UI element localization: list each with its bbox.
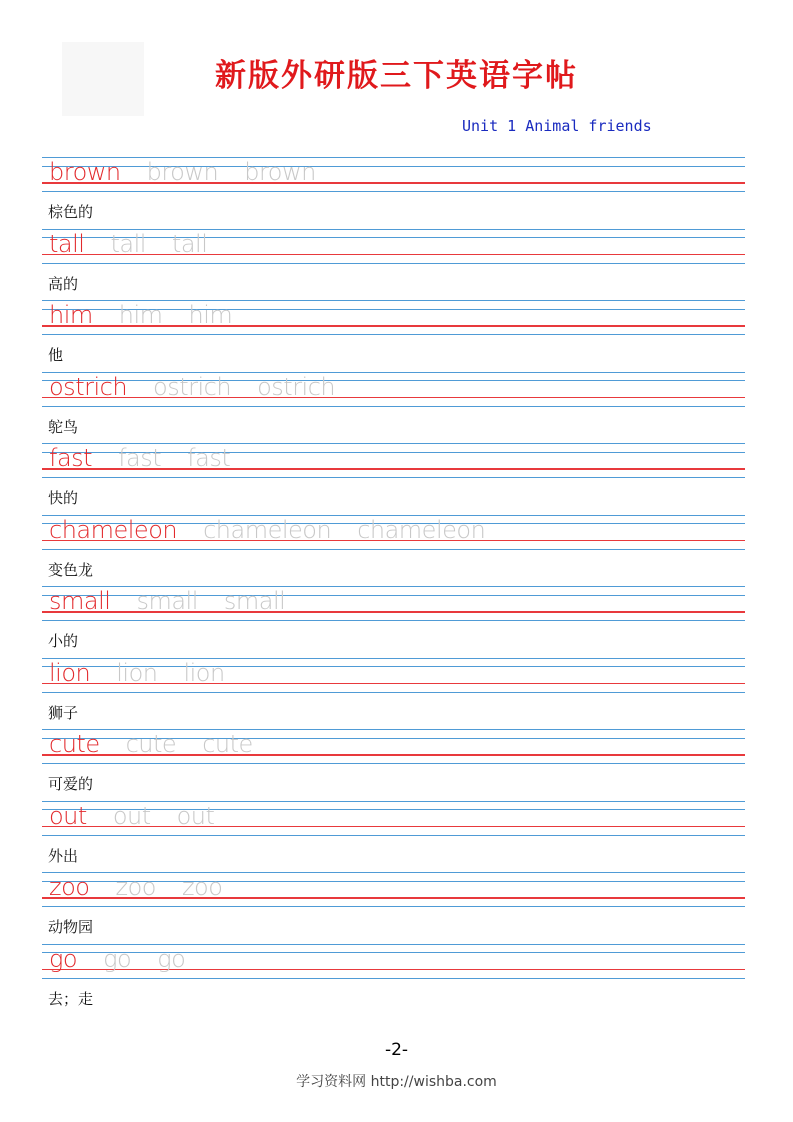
word-row [49, 227, 233, 261]
trace-word: tall [110, 229, 146, 258]
word-row [49, 441, 256, 475]
word-meaning: 棕色的 [48, 203, 94, 221]
word-row [49, 942, 211, 976]
trace-word: chameleon [203, 515, 332, 544]
word-row [49, 799, 240, 833]
guideline-blue [42, 406, 745, 407]
word-row [49, 727, 279, 761]
trace-word: tall [171, 229, 208, 258]
entry-1 [42, 229, 745, 301]
vocab-word: tall [49, 229, 85, 258]
trace-word: fast [118, 444, 162, 472]
trace-word: zoo [115, 873, 156, 901]
entry-10 [42, 872, 745, 944]
guideline-blue [42, 906, 745, 907]
vocab-word: ostrich [49, 372, 128, 401]
trace-word: go [103, 944, 132, 973]
word-meaning: 他 [48, 346, 64, 364]
vocab-word: brown [49, 158, 121, 186]
word-meaning: 鸵鸟 [48, 417, 79, 436]
vocab-word: go [49, 944, 78, 973]
trace-word: lion [116, 658, 158, 687]
word-meaning: 快的 [48, 489, 79, 507]
trace-word: brown [146, 158, 219, 186]
guideline-blue [42, 620, 745, 621]
word-meaning: 狮子 [48, 703, 79, 722]
word-row [49, 584, 311, 618]
vocab-word: out [49, 801, 87, 830]
trace-word: ostrich [257, 372, 336, 401]
vocab-word: zoo [49, 873, 90, 901]
guideline-blue [42, 191, 745, 192]
word-row [49, 870, 248, 904]
entry-0 [42, 157, 745, 229]
entry-9 [42, 801, 745, 873]
trace-word: go [157, 944, 186, 973]
word-meaning: 可爱的 [48, 775, 94, 793]
entry-6 [42, 586, 745, 658]
trace-word: lion [183, 658, 225, 687]
entry-3 [42, 372, 745, 444]
guideline-blue [42, 692, 745, 693]
guideline-blue [42, 763, 745, 764]
word-meaning: 外出 [48, 846, 79, 865]
trace-word: out [112, 801, 151, 830]
word-row [49, 370, 361, 404]
trace-word: chameleon [357, 515, 486, 544]
guideline-blue [42, 549, 745, 550]
entry-7 [42, 658, 745, 730]
trace-word: him [188, 301, 233, 329]
trace-word: small [136, 587, 198, 615]
trace-word: fast [187, 444, 231, 472]
trace-word: brown [244, 158, 316, 186]
entry-5 [42, 515, 745, 587]
vocab-word: small [49, 587, 111, 615]
word-meaning: 动物园 [48, 918, 94, 936]
vocab-word: chameleon [49, 515, 178, 544]
word-meaning: 去；走 [48, 989, 94, 1008]
trace-word: cute [202, 730, 253, 758]
guideline-blue [42, 334, 745, 335]
word-meaning: 高的 [48, 274, 79, 293]
page-title: 新版外研版三下英语字帖 [215, 58, 578, 94]
entry-11 [42, 944, 745, 1016]
trace-word: zoo [181, 873, 223, 901]
vocab-word: fast [49, 444, 93, 472]
trace-word: cute [125, 730, 177, 758]
entry-2 [42, 300, 745, 372]
word-row [49, 513, 511, 547]
guideline-blue [42, 835, 745, 836]
vocab-word: cute [49, 730, 100, 758]
word-meaning: 小的 [48, 632, 79, 650]
vocab-word: him [49, 301, 93, 329]
word-row [49, 298, 258, 332]
trace-word: small [223, 587, 286, 615]
vocab-word: lion [49, 658, 91, 687]
footer-site: 学习资料网 http://wishba.com [296, 1074, 497, 1090]
word-row [49, 656, 251, 690]
page-number: -2- [384, 1040, 409, 1060]
unit-label: Unit 1 Animal friends [462, 117, 652, 135]
guideline-blue [42, 263, 745, 264]
guideline-blue [42, 477, 745, 478]
word-meaning: 变色龙 [48, 560, 94, 579]
entry-8 [42, 729, 745, 801]
word-row [49, 155, 342, 189]
guideline-blue [42, 978, 745, 979]
trace-word: ostrich [153, 372, 232, 401]
entry-4 [42, 443, 745, 515]
trace-word: him [118, 301, 163, 329]
trace-word: out [176, 801, 215, 830]
